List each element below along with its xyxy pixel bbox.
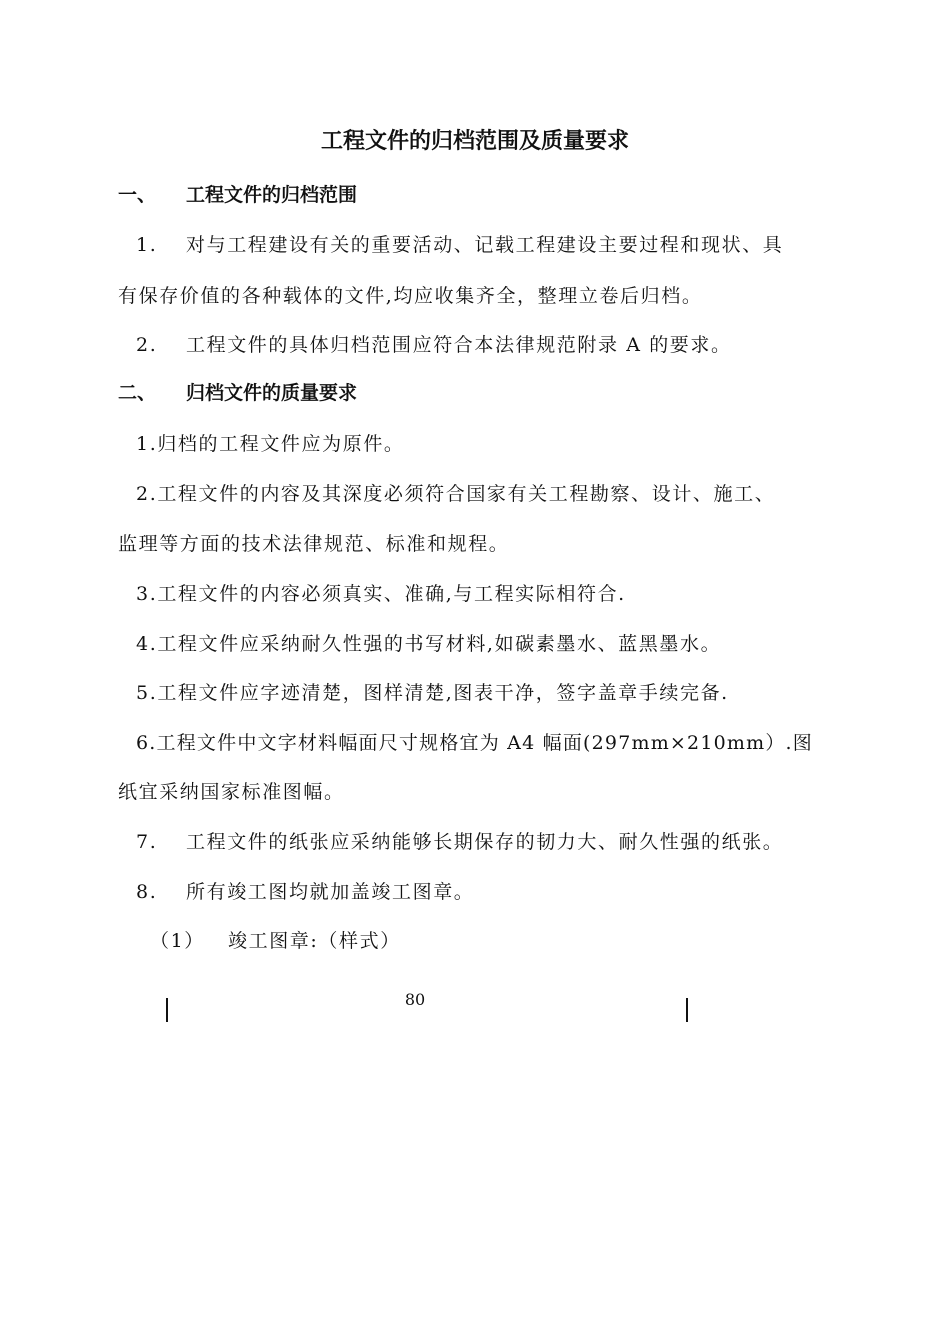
section-2-number: 二、 (118, 382, 157, 404)
right-border-mark (686, 998, 688, 1022)
paragraph-text: 工程文件的纸张应采纳能够长期保存的韧力大、耐久性强的纸张。 (186, 831, 784, 853)
paragraph-text: 对与工程建设有关的重要活动、记载工程建设主要过程和现状、具 (186, 234, 784, 256)
paragraph-1-2 (136, 330, 732, 357)
paragraph-2-6: 6.工程文件中文字材料幅面尺寸规格宜为 A4 幅面(297mm×210mm）.图 (136, 732, 813, 754)
document-title: 工程文件的归档范围及质量要求 (320, 129, 629, 154)
section-1-number: 一、 (118, 184, 157, 206)
paragraph-2-4: 4.工程文件应采纳耐久性强的书写材料,如碳素墨水、蓝黑墨水。 (136, 633, 722, 655)
paragraph-2-8 (136, 877, 474, 904)
paragraph-1-1-continued: 有保存价值的各种载体的文件,均应收集齐全，整理立卷后归档。 (118, 285, 703, 307)
section-1-title: 工程文件的归档范围 (186, 184, 358, 206)
paragraph-2-6-continued: 纸宜采纳国家标准图幅。 (118, 781, 345, 803)
item-number: 7. (136, 831, 158, 853)
item-number: 1. (136, 234, 158, 256)
item-number: 8. (136, 881, 158, 903)
stamp-label: 竣工图章:（样式） (228, 930, 401, 952)
paragraph-2-2: 2.工程文件的内容及其深度必须符合国家有关工程勘察、设计、施工、 (136, 483, 776, 505)
stamp-item-number: （1） (150, 930, 205, 952)
section-2-heading (118, 378, 357, 405)
paragraph-text: 工程文件的具体归档范围应符合本法律规范附录 A 的要求。 (186, 334, 732, 356)
paragraph-1-1 (136, 230, 783, 257)
paragraph-2-1: 1.归档的工程文件应为原件。 (136, 433, 405, 455)
paragraph-text: 所有竣工图均就加盖竣工图章。 (186, 881, 475, 903)
section-1-heading (118, 180, 357, 207)
item-number: 2. (136, 334, 158, 356)
paragraph-2-5: 5.工程文件应字迹清楚，图样清楚,图表干净，签字盖章手续完备. (136, 682, 729, 704)
stamp-style-line (150, 926, 401, 953)
paragraph-2-2-continued: 监理等方面的技术法律规范、标准和规程。 (118, 533, 510, 555)
section-2-title: 归档文件的质量要求 (186, 382, 358, 404)
paragraph-2-3: 3.工程文件的内容必须真实、准确,与工程实际相符合. (136, 583, 626, 605)
left-border-mark (166, 998, 168, 1022)
paragraph-2-7 (136, 827, 783, 854)
page-number: 80 (404, 990, 426, 1009)
